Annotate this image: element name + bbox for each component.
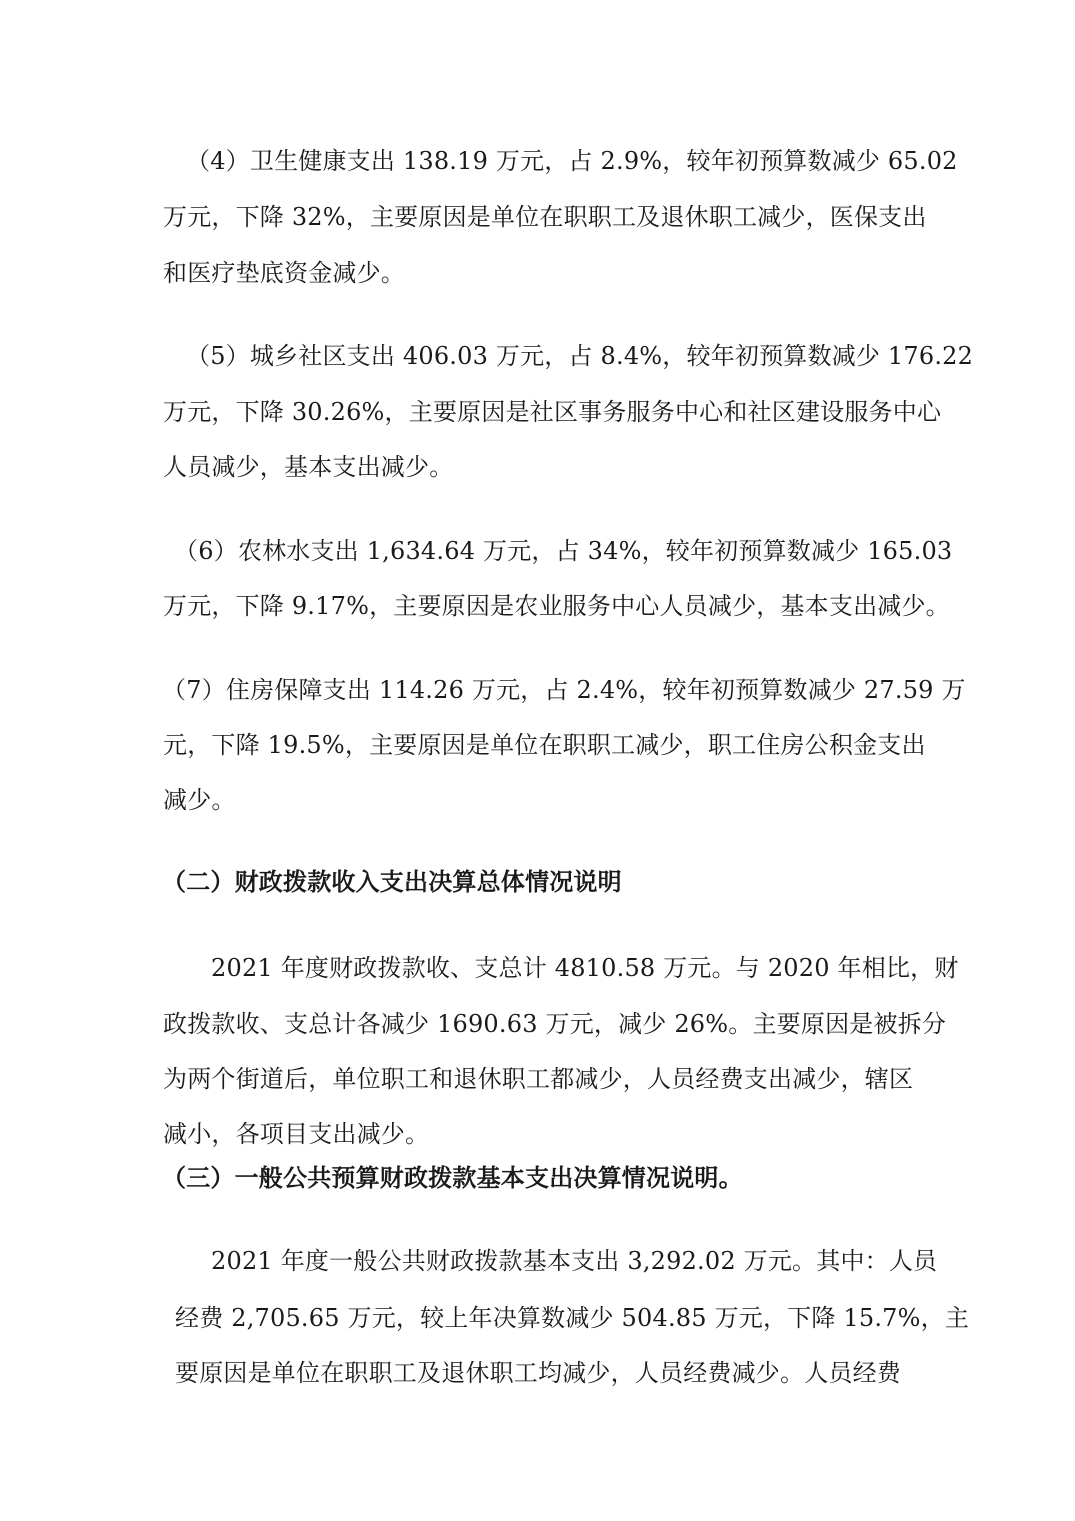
section-2-line-3: 为两个街道后，单位职工和退休职工都减少，人员经费支出减少，辖区 (163, 1065, 914, 1093)
paragraph-community-line-2: 万元，下降 30.26%，主要原因是社区事务服务中心和社区建设服务中心 (163, 398, 942, 426)
paragraph-health-line-1: （4）卫生健康支出 138.19 万元，占 2.9%，较年初预算数减少 65.02 (186, 147, 958, 175)
paragraph-agriculture-line-1: （6）农林水支出 1,634.64 万元，占 34%，较年初预算数减少 165.03 (174, 537, 953, 565)
section-3-heading: （三）一般公共预算财政拨款基本支出决算情况说明。 (162, 1163, 743, 1192)
section-2-line-2: 政拨款收、支总计各减少 1690.63 万元，减少 26%。主要原因是被拆分 (163, 1010, 947, 1038)
section-3-line-3: 要原因是单位在职职工及退休职工均减少，人员经费减少。人员经费 (175, 1359, 901, 1387)
section-2-line-4: 减小，各项目支出减少。 (163, 1120, 430, 1148)
section-2-heading: （二）财政拨款收入支出决算总体情况说明 (162, 867, 622, 896)
paragraph-housing-line-2: 元，下降 19.5%，主要原因是单位在职职工减少，职工住房公积金支出 (163, 731, 926, 759)
paragraph-health-line-3: 和医疗垫底资金减少。 (163, 259, 405, 287)
paragraph-housing-line-1: （7）住房保障支出 114.26 万元，占 2.4%，较年初预算数减少 27.59 万 (162, 676, 966, 704)
paragraph-community-line-1: （5）城乡社区支出 406.03 万元，占 8.4%，较年初预算数减少 176.22 (186, 342, 974, 370)
paragraph-community-line-3: 人员减少，基本支出减少。 (163, 453, 454, 481)
paragraph-housing-line-3: 减少。 (163, 786, 236, 814)
section-3-line-1: 2021 年度一般公共财政拨款基本支出 3,292.02 万元。其中：人员 (211, 1247, 938, 1275)
paragraph-agriculture-line-2: 万元，下降 9.17%，主要原因是农业服务中心人员减少，基本支出减少。 (163, 592, 950, 620)
paragraph-health-line-2: 万元，下降 32%，主要原因是单位在职职工及退休职工减少，医保支出 (163, 203, 927, 231)
section-2-line-1: 2021 年度财政拨款收、支总计 4810.58 万元。与 2020 年相比，财 (211, 954, 959, 982)
section-3-line-2: 经费 2,705.65 万元，较上年决算数减少 504.85 万元，下降 15.7%，主 (175, 1304, 970, 1332)
